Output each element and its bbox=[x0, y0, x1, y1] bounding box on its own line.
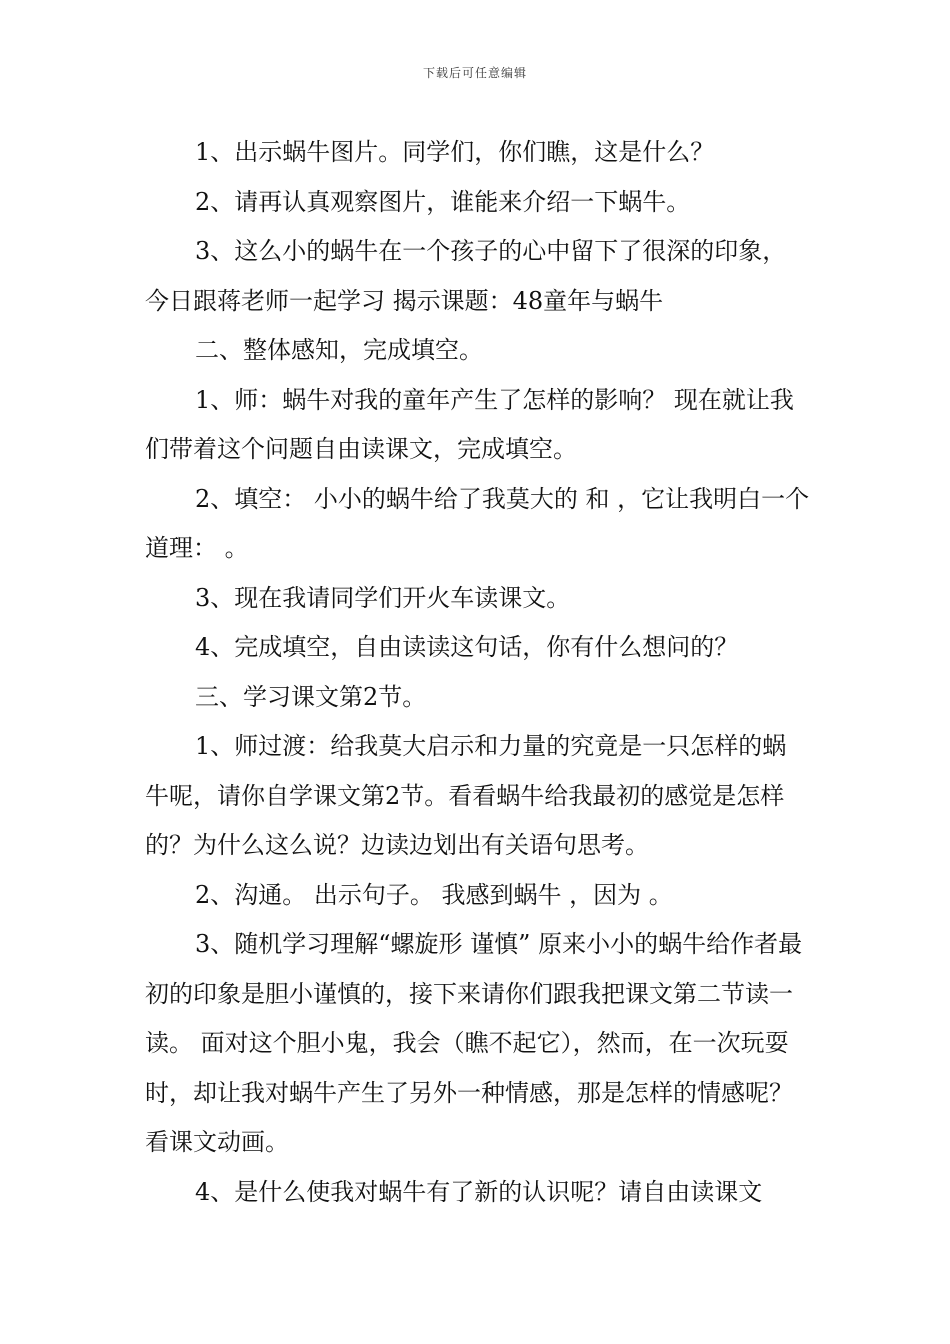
paragraph: 3、这么小的蜗牛在一个孩子的心中留下了很深的印象，今日跟蒋老师一起学习 揭示课题：48童年与蜗牛 bbox=[145, 237, 787, 315]
paragraph: 1、师：蜗牛对我的童年产生了怎样的影响？ 现在就让我们带着这个问题自由读课文，完成填空。 bbox=[145, 385, 794, 463]
paragraph: 4、是什么使我对蜗牛有了新的认识呢？请自由读课文 bbox=[195, 1177, 763, 1206]
section-heading: 二、整体感知，完成填空。 bbox=[195, 336, 483, 364]
paragraph: 1、师过渡：给我莫大启示和力量的究竟是一只怎样的蜗牛呢，请你自学课文第2节。看看蜗牛给我最初的感觉是怎样的？为什么这么说？边读边划出有关语句思考。 bbox=[145, 732, 787, 859]
paragraph: 3、现在我请同学们开火车读课文。 bbox=[195, 583, 571, 612]
document-body bbox=[145, 128, 810, 1217]
paragraph: 1、出示蜗牛图片。同学们，你们瞧，这是什么？ bbox=[195, 138, 715, 166]
paragraph: 4、完成填空，自由读读这句话，你有什么想问的？ bbox=[195, 633, 739, 661]
paragraph: 2、填空： 小小的蜗牛给了我莫大的 和 ，它让我明白一个道理： 。 bbox=[145, 484, 810, 562]
paragraph: 3、随机学习理解“螺旋形 谨慎” 原来小小的蜗牛给作者最初的印象是胆小谨慎的，接下来请你们跟我把课文第二节读一读。 面对这个胆小鬼，我会（瞧不起它），然而，在一次玩耍时，却让我对蜗牛产生了另外一种情感，那是怎样的情感呢？看课文动画。 bbox=[145, 930, 803, 1156]
paragraph: 2、沟通。 出示句子。 我感到蜗牛 ，因为 。 bbox=[195, 880, 673, 909]
page-header: 下载后可任意编辑 bbox=[422, 66, 527, 80]
paragraph: 2、请再认真观察图片，谁能来介绍一下蜗牛。 bbox=[195, 187, 691, 216]
section-heading: 三、学习课文第2节。 bbox=[195, 682, 427, 711]
